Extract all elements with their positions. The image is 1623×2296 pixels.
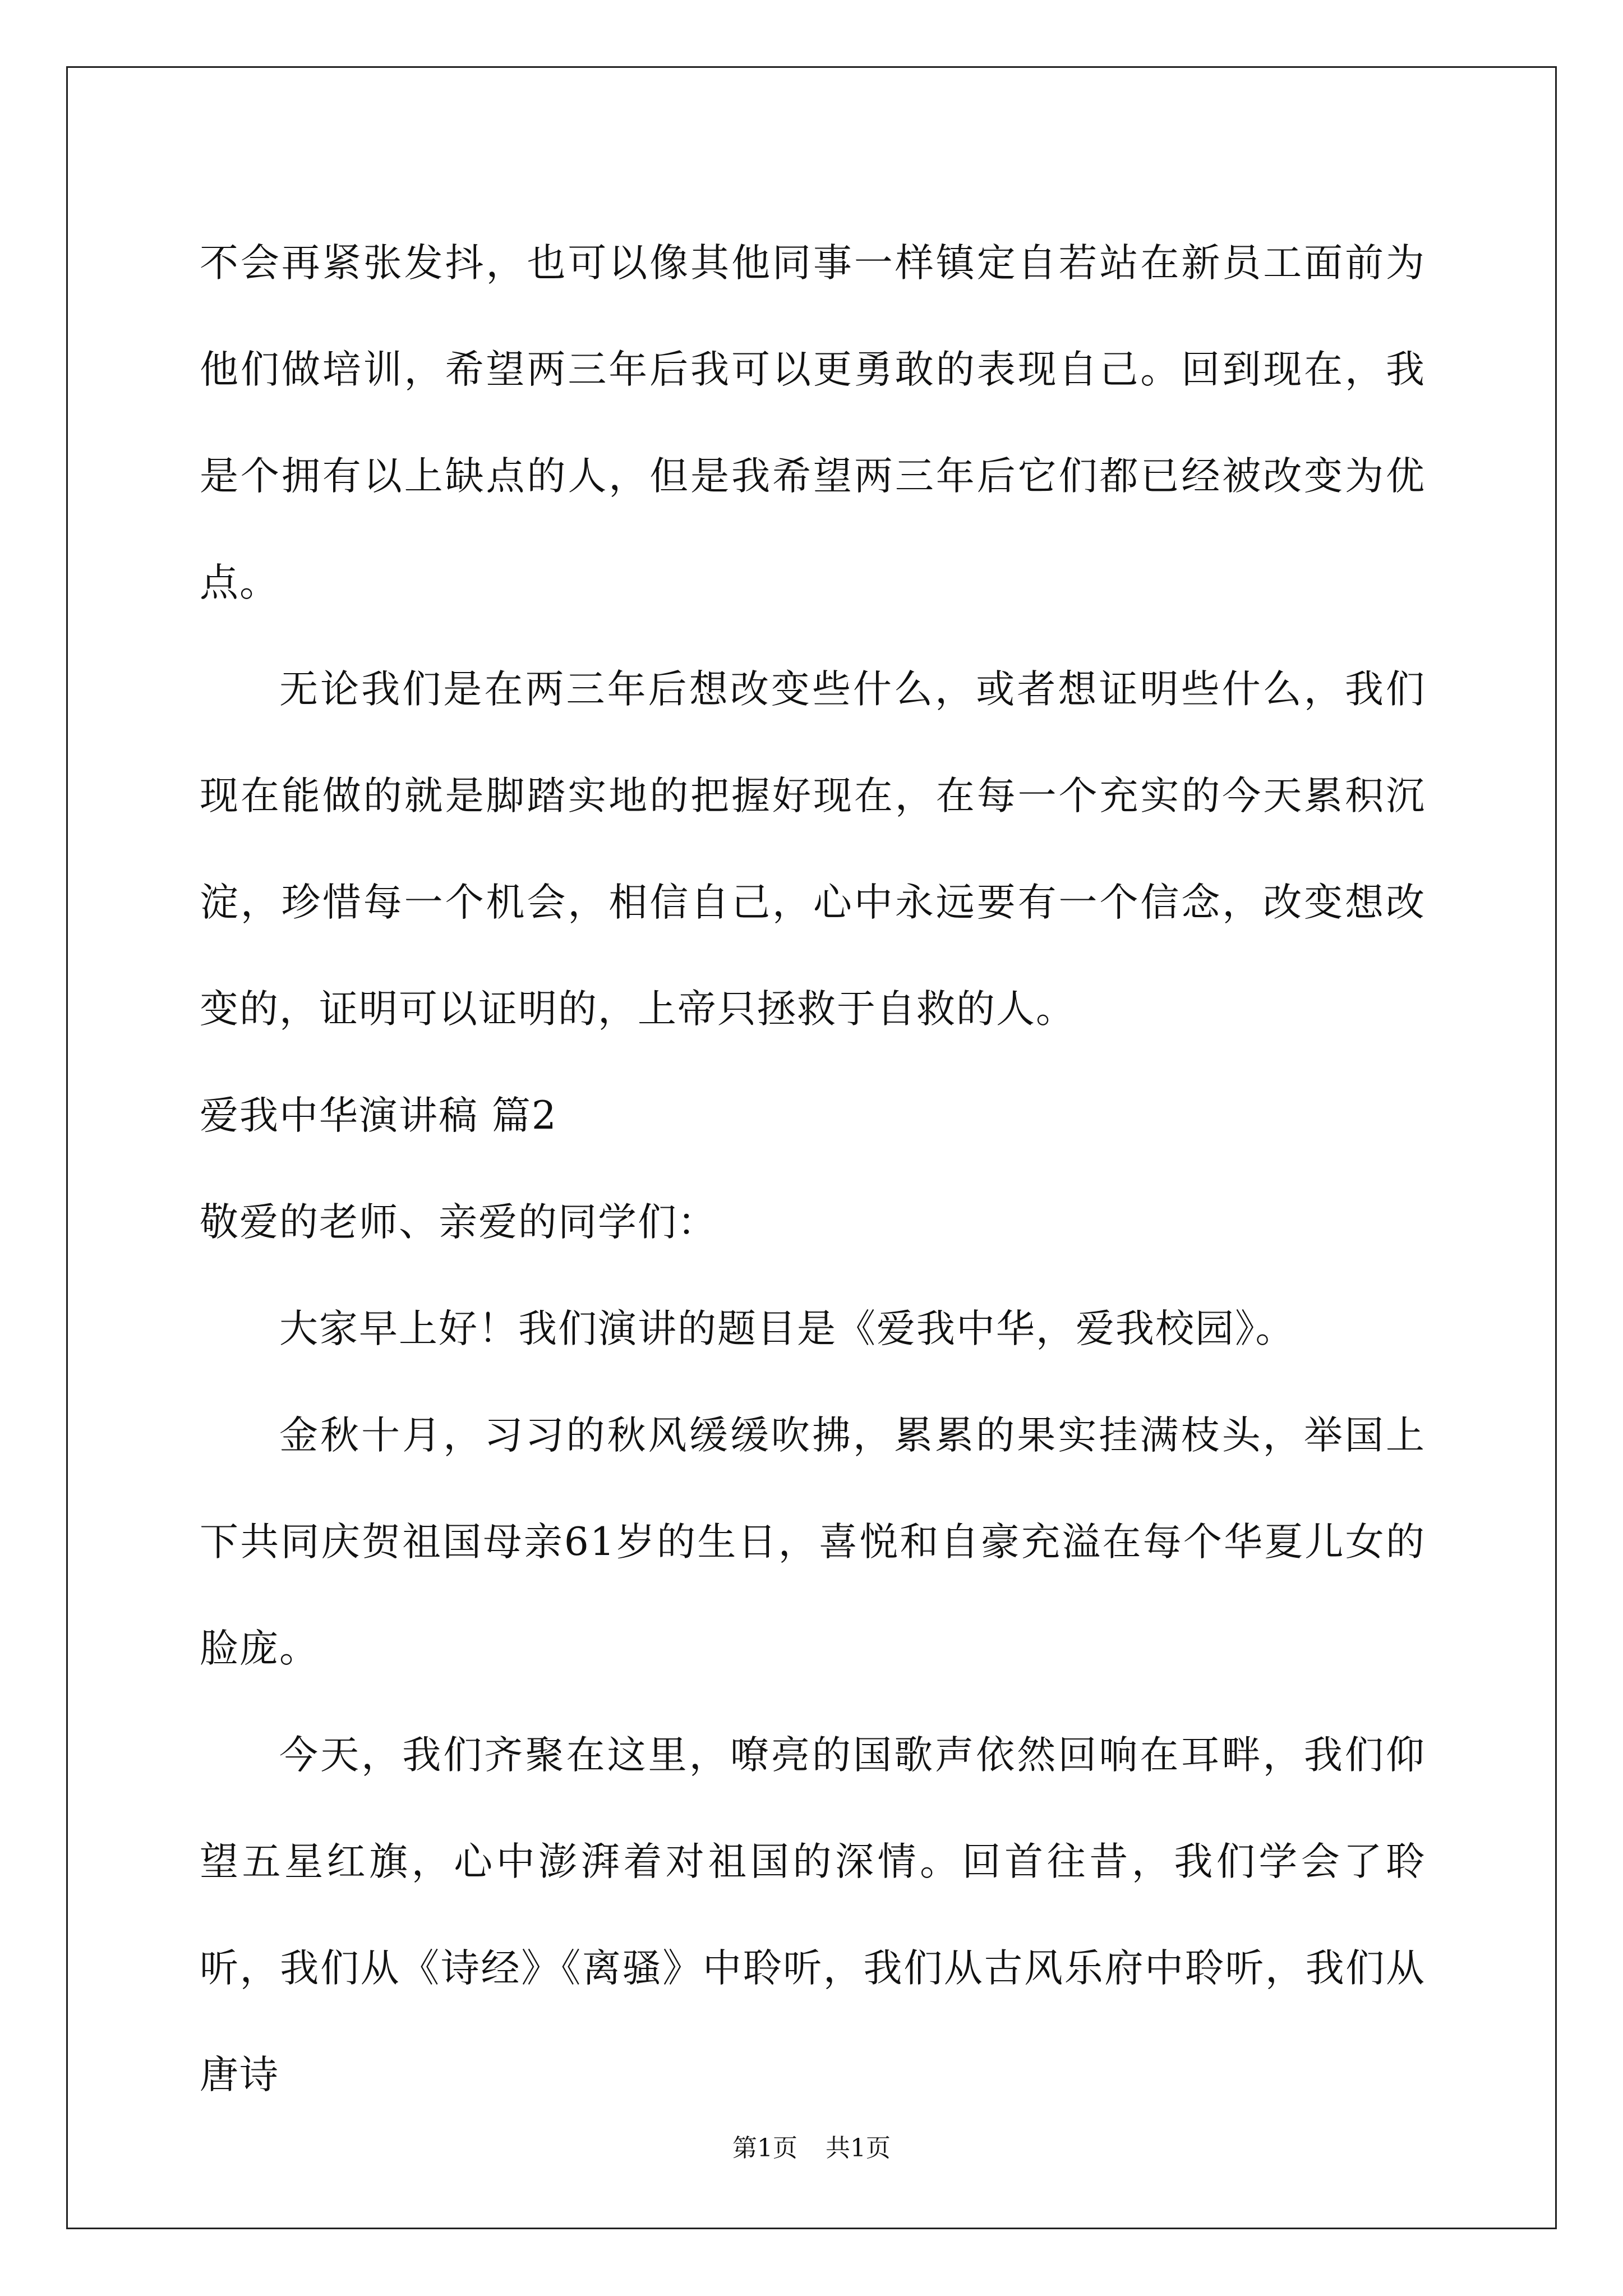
page-total: 共1页 <box>826 2134 891 2162</box>
paragraph: 大家早上好！我们演讲的题目是《爱我中华，爱我校园》。 <box>279 1306 1295 1351</box>
paragraph: 无论我们是在两三年后想改变些什么，或者想证明些什么，我们现在能做的就是脚踏实地的把握好现在，在每一个充实的今天累积沉淀，珍惜每一个机会，相信自己，心中永远要有一个信念，改变想改变的，证明可以证明的，上帝只拯救于自救的人。 <box>200 667 1426 1032</box>
page-number: 第1页 <box>732 2134 797 2162</box>
paragraph: 金秋十月，习习的秋风缓缓吹拂，累累的果实挂满枝头，举国上下共同庆贺祖国母亲61岁的生日，喜悦和自豪充溢在每个华夏儿女的脸庞。 <box>200 1413 1426 1671</box>
paragraph: 今天，我们齐聚在这里，嘹亮的国歌声依然回响在耳畔，我们仰望五星红旗，心中澎湃着对祖国的深情。回首往昔，我们学会了聆听，我们从《诗经》《离骚》中聆听，我们从古风乐府中聆听，我们从唐诗 <box>200 1733 1426 2097</box>
salutation: 敬爱的老师、亲爱的同学们： <box>200 1200 717 1245</box>
page-footer <box>0 2132 1623 2165</box>
paragraph-continuation: 不会再紧张发抖，也可以像其他同事一样镇定自若站在新员工面前为他们做培训，希望两三年后我可以更勇敢的表现自己。回到现在，我是个拥有以上缺点的人，但是我希望两三年后它们都已经被改变为优点。 <box>200 241 1426 605</box>
section-heading: 爱我中华演讲稿 篇2 <box>200 1093 557 1138</box>
document-body <box>200 210 1426 2128</box>
